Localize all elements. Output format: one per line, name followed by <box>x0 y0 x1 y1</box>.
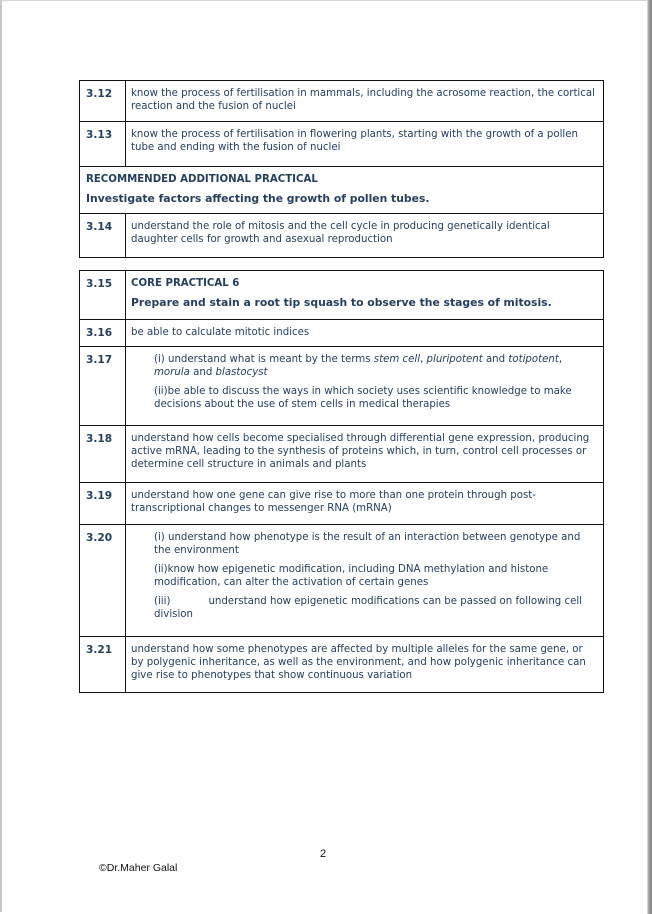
spec-text: understand the role of mitosis and the cell cycle in producing genetically identical daughter cells for growth and asexual reproduction <box>126 214 604 258</box>
table-row <box>80 525 604 637</box>
table-row <box>80 122 604 167</box>
spec-number: 3.15 <box>80 271 126 320</box>
spec-number: 3.20 <box>80 525 126 637</box>
practical-subheading: Investigate factors affecting the growth of pollen tubes. <box>86 192 430 205</box>
practical-heading: CORE PRACTICAL 6 <box>131 278 240 289</box>
spec-number: 3.21 <box>80 637 126 693</box>
spec-text: understand how cells become specialised through differential gene expression, producing active mRNA, leading to the synthesis of proteins which, in turn, control cell processes or determine cell structure in animals and plants <box>126 426 604 483</box>
spec-number: 3.16 <box>80 320 126 347</box>
spec-table-2 <box>79 270 604 693</box>
spec-number: 3.13 <box>80 122 126 167</box>
spec-text <box>126 525 604 637</box>
spec-subpoint-ii: (ii)be able to discuss the ways in which society uses scientific knowledge to make decisions about the use of stem cells in medical therapies <box>154 386 572 410</box>
spec-text: know the process of fertilisation in mammals, including the acrosome reaction, the cortical reaction and the fusion of nuclei <box>126 81 604 122</box>
subpoint-label: (iii) <box>154 596 171 607</box>
spec-number: 3.19 <box>80 483 126 525</box>
practical-cell <box>126 271 604 320</box>
page-number: 2 <box>320 848 327 860</box>
table-row <box>80 320 604 347</box>
term-pluripotent: pluripotent <box>426 354 483 365</box>
copyright-notice: ©Dr.Maher Galal <box>99 862 178 874</box>
practical-heading: RECOMMENDED ADDITIONAL PRACTICAL <box>86 174 318 185</box>
term-blastocyst: blastocyst <box>215 367 268 378</box>
spec-subpoint-iii: (iii) understand how epigenetic modifications can be passed on following cell division <box>154 596 583 620</box>
spec-number: 3.12 <box>80 81 126 122</box>
spec-subpoint-i: (i) understand how phenotype is the result of an interaction between genotype and the environment <box>154 532 581 556</box>
table-row <box>80 637 604 693</box>
practical-row <box>80 271 604 320</box>
spec-number: 3.17 <box>80 347 126 426</box>
practical-cell <box>80 167 604 214</box>
spec-text: understand how one gene can give rise to more than one protein through post-transcriptional changes to messenger RNA (mRNA) <box>126 483 604 525</box>
spec-subpoint-i: (i) understand what is meant by the terms stem cell, pluripotent and totipotent, morula and blastocyst <box>154 354 563 378</box>
spec-text <box>126 347 604 426</box>
table-row <box>80 483 604 525</box>
table-row <box>80 347 604 426</box>
spec-text: understand how some phenotypes are affected by multiple alleles for the same gene, or by polygenic inheritance, as well as the environment, and how polygenic inheritance can give rise to phenotypes that show continuous variation <box>126 637 604 693</box>
table-row <box>80 214 604 258</box>
spec-table-1 <box>79 80 604 258</box>
term-morula: morula <box>154 367 190 378</box>
term-stem-cell: stem cell <box>373 354 421 365</box>
practical-row <box>80 167 604 214</box>
term-totipotent: totipotent <box>508 354 559 365</box>
table-row <box>80 426 604 483</box>
spec-text: be able to calculate mitotic indices <box>126 320 604 347</box>
spec-subpoint-ii: (ii)know how epigenetic modification, including DNA methylation and histone modification, can alter the activation of certain genes <box>154 564 549 588</box>
spec-number: 3.18 <box>80 426 126 483</box>
page-edge-shadow <box>647 0 652 914</box>
table-row <box>80 81 604 122</box>
spec-text: know the process of fertilisation in flowering plants, starting with the growth of a pollen tube and ending with the fusion of nuclei <box>126 122 604 167</box>
practical-subheading: Prepare and stain a root tip squash to observe the stages of mitosis. <box>131 296 552 309</box>
spec-number: 3.14 <box>80 214 126 258</box>
